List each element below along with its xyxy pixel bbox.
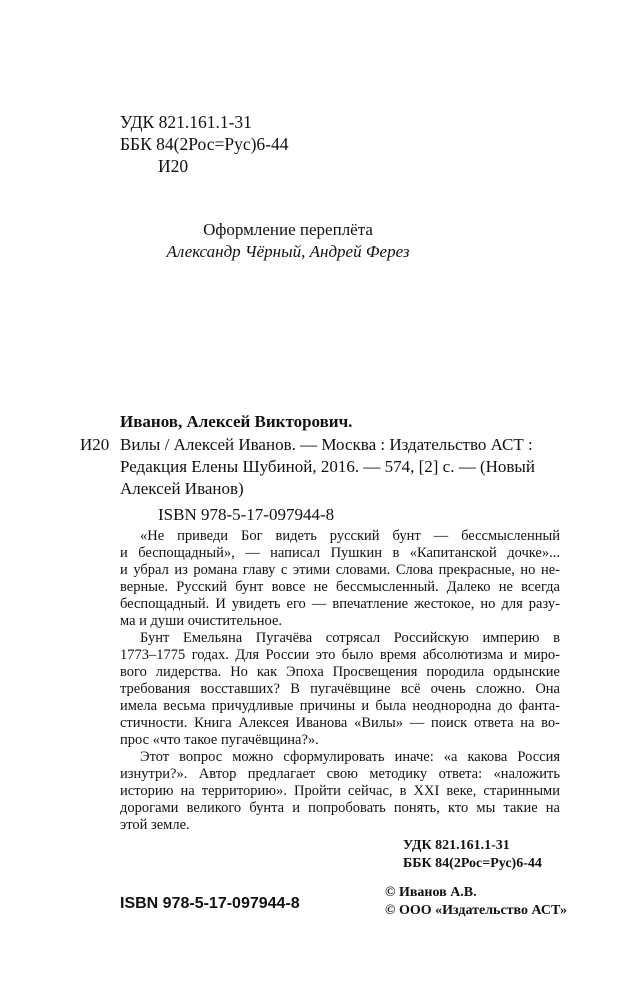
annotation-line: Бунт Емельяна Пугачёва сотрясал Российскую империю в bbox=[140, 630, 560, 646]
footer-udk: УДК 821.161.1-31 bbox=[403, 838, 510, 853]
annotation-line: историю на территорию». Пройти сейчас, в XXI веке, старинными bbox=[120, 783, 560, 799]
annotation-line: беспощадный. И увидеть его — впечатление жестокое, но для разу- bbox=[120, 596, 560, 612]
annotation-line: ма и души очистительное. bbox=[120, 613, 283, 629]
footer-isbn: ISBN 978-5-17-097944-8 bbox=[120, 895, 300, 912]
udk-code: УДК 821.161.1-31 bbox=[120, 112, 252, 132]
annotation-line: дорогами великого бунта и попробовать понять, кто мы такие на bbox=[120, 800, 560, 816]
bbk-code: ББК 84(2Рос=Рус)6-44 bbox=[120, 134, 289, 154]
annotation-line: 1773–1775 годах. Для России это было время абсолютизма и миро- bbox=[120, 647, 560, 663]
catalog-line: Алексей Иванов) bbox=[120, 479, 244, 498]
annotation-line: и беспощадный», — написал Пушкин в «Капитанской дочке»... bbox=[120, 545, 560, 561]
copyright-author: © Иванов А.В. bbox=[385, 885, 477, 900]
catalog-mark: И20 bbox=[80, 435, 110, 454]
annotation-line: «Не приведи Бог видеть русский бунт — бессмысленный bbox=[140, 528, 560, 544]
designer-name: Андрей Ферез bbox=[309, 242, 410, 261]
annotation-line: прос «что такое пугачёвщина?». bbox=[120, 732, 319, 748]
design-credit-names bbox=[120, 242, 456, 261]
annotation-line: верные. Русский бунт вовсе не бессмысленный. Далеко не всегда bbox=[120, 579, 560, 595]
catalog-line: Редакция Елены Шубиной, 2016. — 574, [2] с. — (Новый bbox=[120, 457, 535, 476]
designer-name: Александр Чёрный bbox=[166, 242, 302, 261]
design-credit-label: Оформление переплёта bbox=[203, 220, 373, 239]
catalog-line: Вилы / Алексей Иванов. — Москва : Издательство АСТ : bbox=[120, 435, 533, 454]
annotation-line: и убрал из романа главу с этими словами. Слова прекрасные, но не- bbox=[120, 562, 560, 578]
annotation-line: изнутри?». Автор предлагает свою методику ответа: «наложить bbox=[120, 766, 560, 782]
designer-separator: , bbox=[301, 242, 310, 261]
annotation-line: Этот вопрос можно сформулировать иначе: «а какова Россия bbox=[140, 749, 560, 765]
annotation-line: имела весьма причудливые причины и была неоднородна до фанта- bbox=[120, 698, 560, 714]
author-mark: И20 bbox=[158, 156, 189, 176]
annotation-line: стичности. Книга Алексея Иванова «Вилы» — поиск ответа на во- bbox=[120, 715, 560, 731]
catalog-isbn: ISBN 978-5-17-097944-8 bbox=[158, 505, 335, 524]
footer-bbk: ББК 84(2Рос=Рус)6-44 bbox=[403, 856, 542, 871]
copyright-publisher: © ООО «Издательство АСТ» bbox=[385, 903, 568, 918]
annotation-line: вого лидерства. Но как Эпоха Просвещения породила ордынские bbox=[120, 664, 560, 680]
catalog-author: Иванов, Алексей Викторович. bbox=[120, 412, 353, 431]
annotation-line: требования восставших? В пугачёвщине всё очень сложно. Она bbox=[120, 681, 560, 697]
annotation-line: этой земле. bbox=[120, 817, 190, 833]
